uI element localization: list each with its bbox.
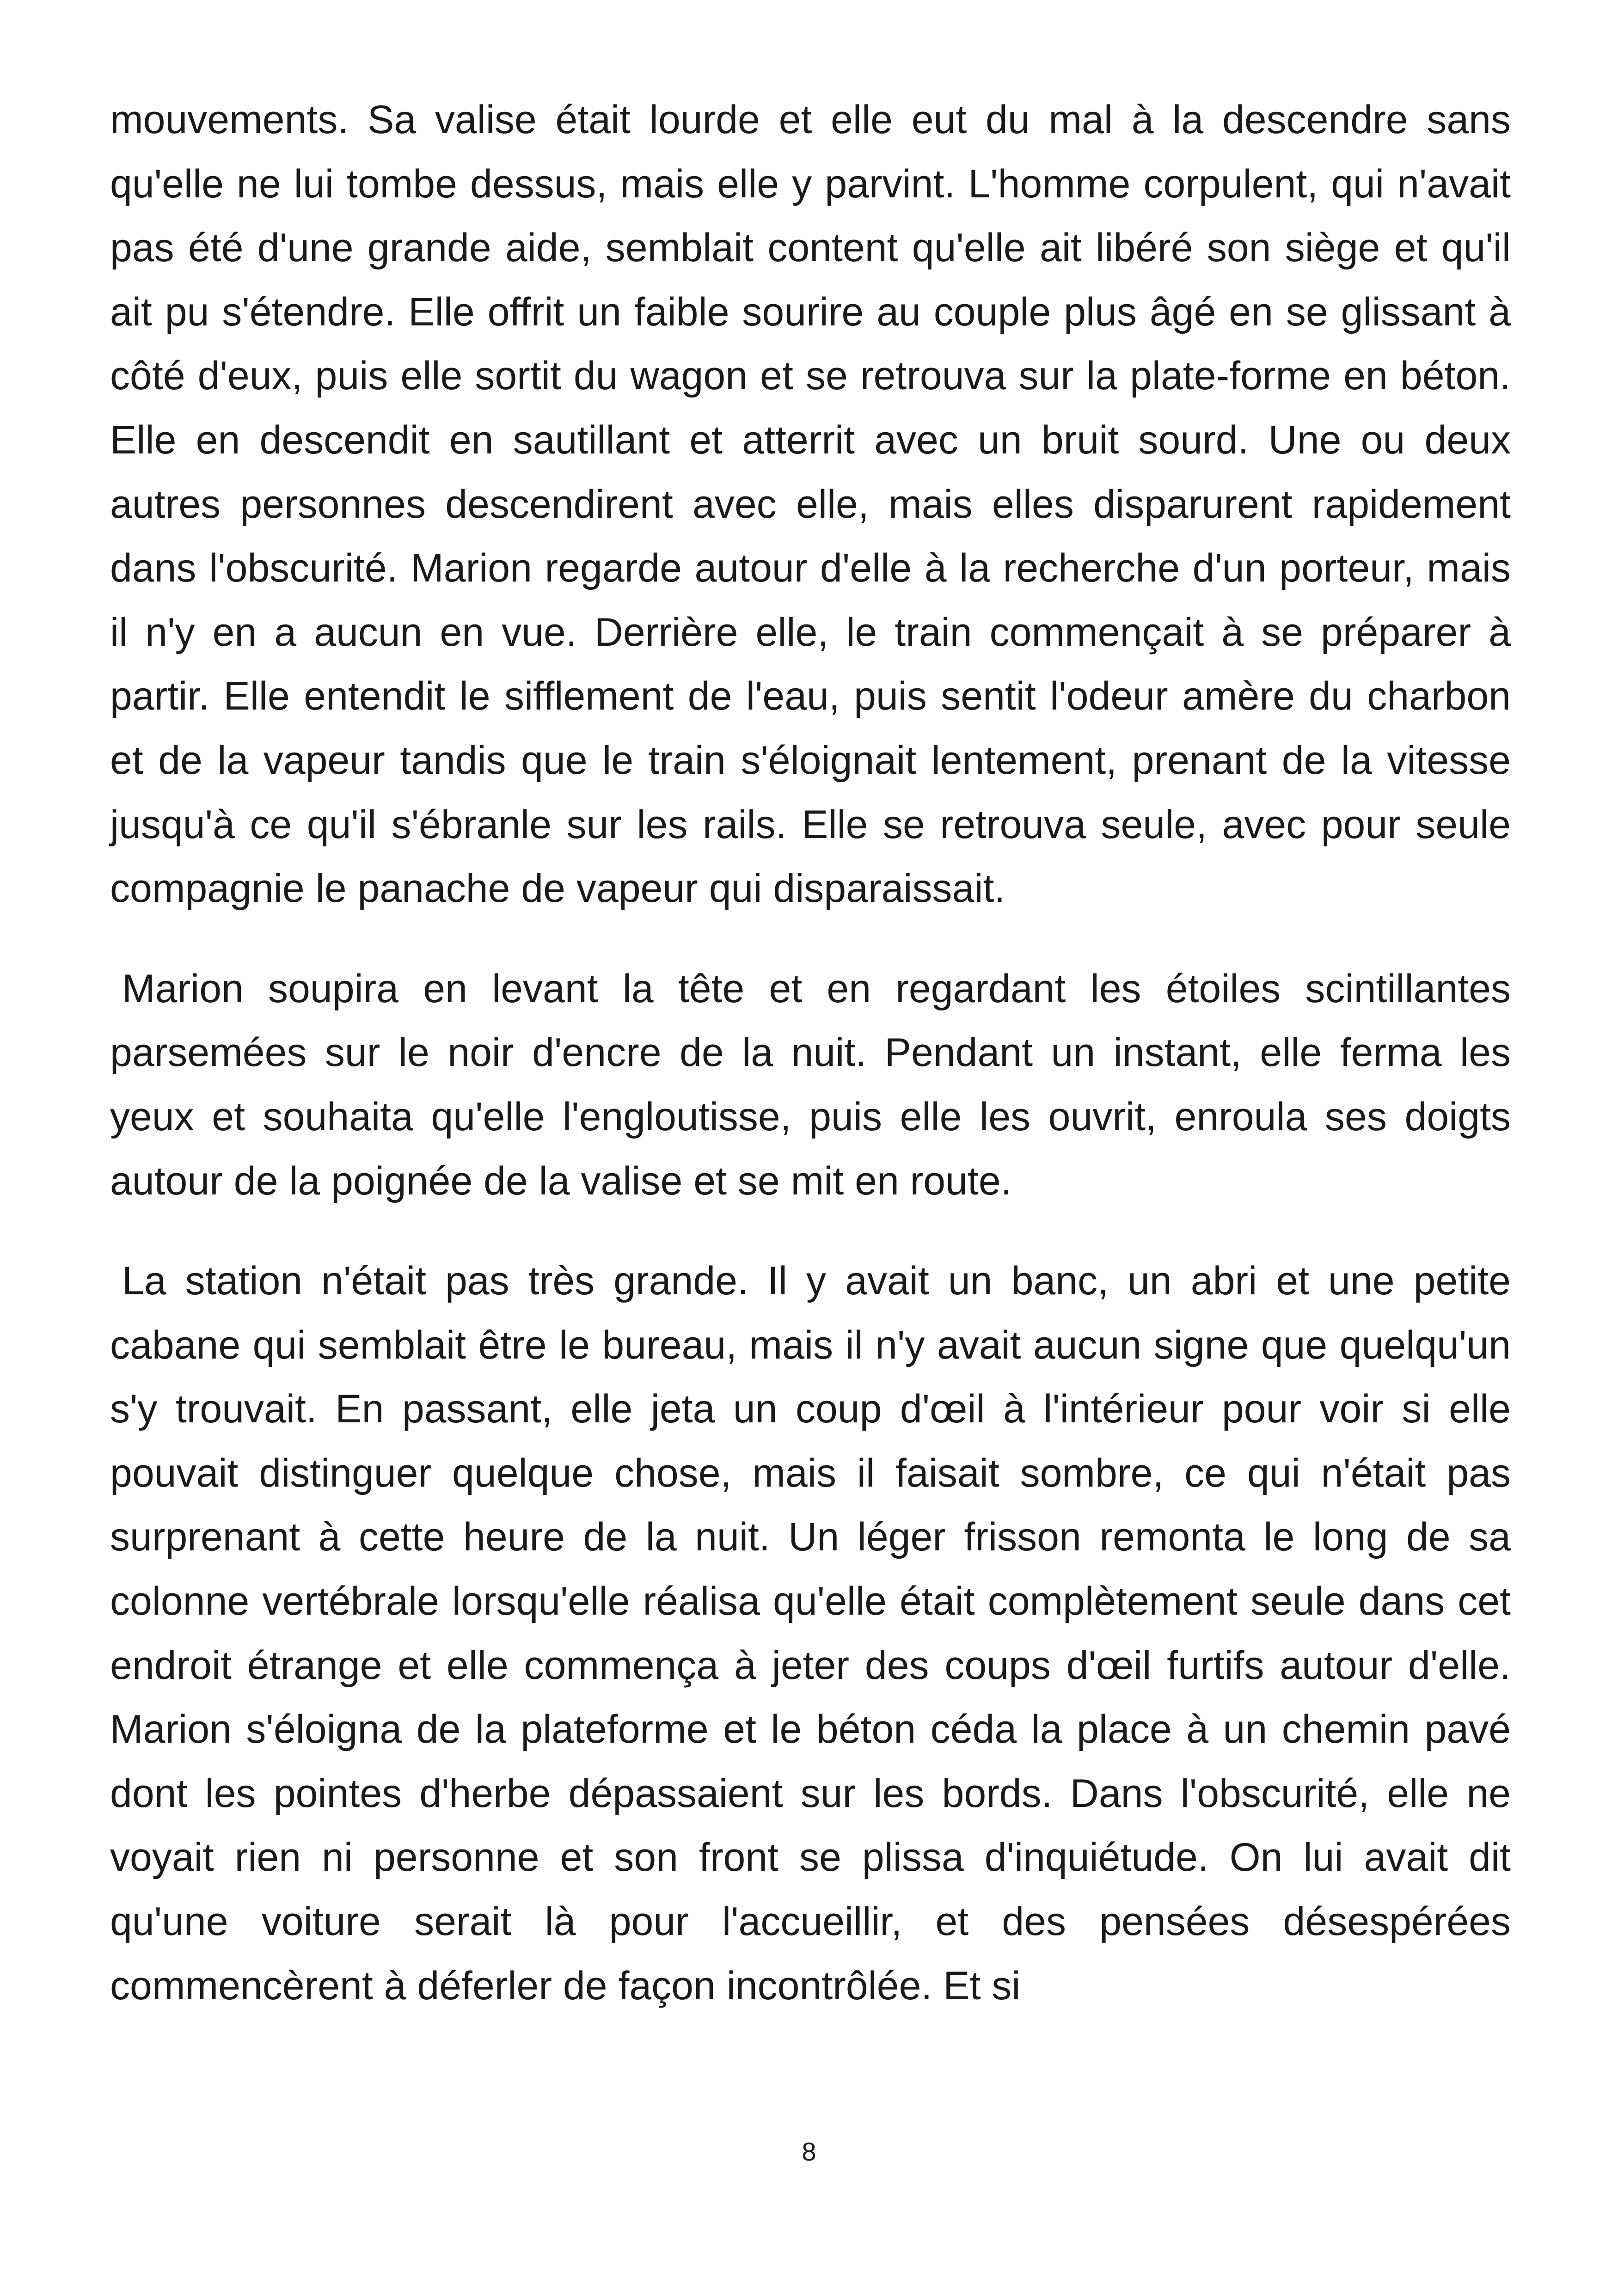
- paragraph-2: Marion soupira en levant la tête et en regardant les étoiles scintillantes parsemées sur le noir d'encre de la nuit. Pendant un instant, elle ferma les yeux et souhaita qu'elle l'engloutisse, puis elle les ouvrit, enroula ses doigts autour de la poignée de la valise et se mit en route.: [110, 966, 1511, 1203]
- page-number: 8: [802, 2137, 816, 2166]
- body-text: [110, 88, 1511, 2018]
- paragraph-3: La station n'était pas très grande. Il y avait un banc, un abri et une petite cabane qui semblait être le bureau, mais il n'y avait aucun signe que quelqu'un s'y trouvait. En passant, elle jeta un coup d'œil à l'intérieur pour voir si elle pouvait distinguer quelque chose, mais il faisait sombre, ce qui n'était pas surprenant à cette heure de la nuit. Un léger frisson remonta le long de sa colonne vertébrale lorsqu'elle réalisa qu'elle était complètement seule dans cet endroit étrange et elle commença à jeter des coups d'œil furtifs autour d'elle. Marion s'éloigna de la plateforme et le béton céda la place à un chemin pavé dont les pointes d'herbe dépassaient sur les bords. Dans l'obscurité, elle ne voyait rien ni personne et son front se plissa d'inquiétude. On lui avait dit qu'une voiture serait là pour l'accueillir, et des pensées désespérées commencèrent à déferler de façon incontrôlée. Et si: [110, 1259, 1511, 2008]
- paragraph-1: mouvements. Sa valise était lourde et elle eut du mal à la descendre sans qu'elle ne lui tombe dessus, mais elle y parvint. L'homme corpulent, qui n'avait pas été d'une grande aide, semblait content qu'elle ait libéré son siège et qu'il ait pu s'étendre. Elle offrit un faible sourire au couple plus âgé en se glissant à côté d'eux, puis elle sortit du wagon et se retrouva sur la plate-forme en béton. Elle en descendit en sautillant et atterrit avec un bruit sourd. Une ou deux autres personnes descendirent avec elle, mais elles disparurent rapidement dans l'obscurité. Marion regarde autour d'elle à la recherche d'un porteur, mais il n'y en a aucun en vue. Derrière elle, le train commençait à se préparer à partir. Elle entendit le sifflement de l'eau, puis sentit l'odeur amère du charbon et de la vapeur tandis que le train s'éloignait lentement, prenant de la vitesse jusqu'à ce qu'il s'ébranle sur les rails. Elle se retrouva seule, avec pour seule compagnie le panache de vapeur qui disparaissait.: [110, 98, 1511, 911]
